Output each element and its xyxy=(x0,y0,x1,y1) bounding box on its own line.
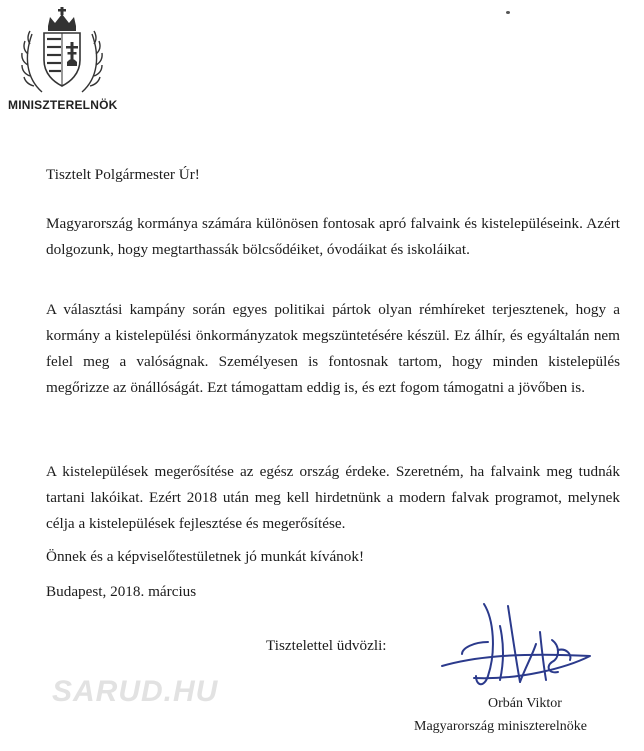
watermark: SARUD.HU xyxy=(52,675,219,708)
salutation: Tisztelt Polgármester Úr! xyxy=(46,166,200,183)
paragraph-4: Önnek és a képviselőtestületnek jó munkát kívánok! xyxy=(46,548,365,565)
paragraph-2: A választási kampány során egyes politikai pártok olyan rémhíreket terjesztenek, hogy a kormány a kistelepülési önkormányzatok megszüntetésére készül. Ez álhír, és egyáltalán nem felel meg a valóságnak. Személyesen is fontosnak tartom, hogy minden kistelepülés megőrizze az önállóságát. Ezt támogattam eddig is, és ezt fogom támogatni a jövőben is. xyxy=(46,301,620,396)
hungarian-coat-of-arms-icon xyxy=(20,6,104,98)
signature-icon xyxy=(440,596,600,704)
paragraph-1: Magyarország kormánya számára különösen fontosak apró falvaink és kistelepüléseink. Azért dolgozunk, hogy megtarthassák bölcsődéiket, óvodáikat és iskoláikat. xyxy=(46,215,620,258)
signer-name: Orbán Viktor xyxy=(488,696,562,711)
place-date: Budapest, 2018. március xyxy=(46,583,197,600)
letterhead-office: MINISZTERELNÖK xyxy=(8,98,118,112)
ink-speck xyxy=(506,11,510,14)
closing: Tisztelettel üdvözli: xyxy=(266,637,387,654)
paragraph-3: A kistelepülések megerősítése az egész ország érdeke. Szeretném, ha falvaink meg tudnák tartani lakóikat. Ezért 2018 után meg kell hirdetnünk a modern falvak programot, melynek célja a kistelepülések fejlesztése és megerősítése. xyxy=(46,463,620,532)
signer-title: Magyarország miniszterelnöke xyxy=(414,719,587,734)
